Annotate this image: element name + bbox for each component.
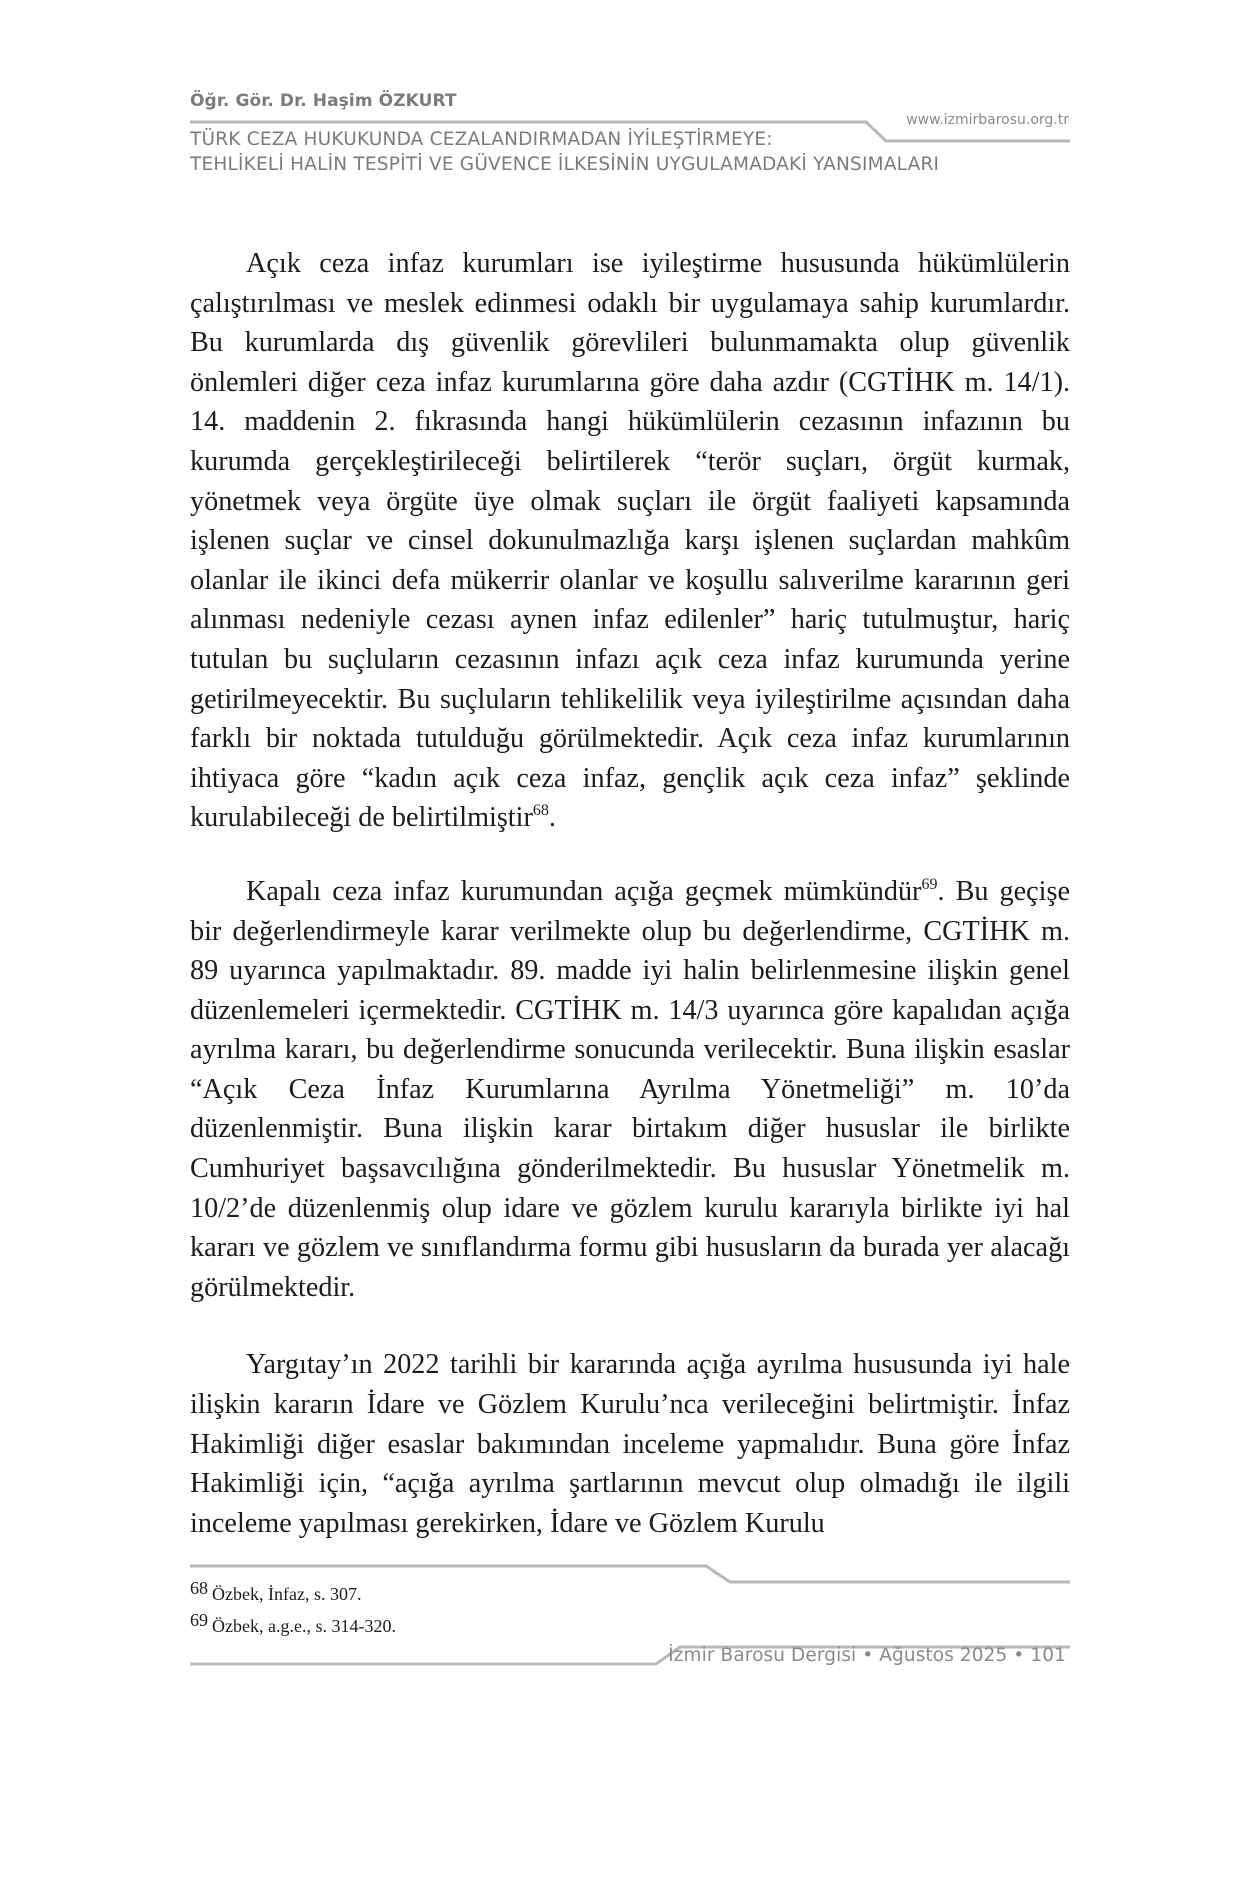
header-title-line-2: TEHLİKELİ HALİN TESPİTİ VE GÜVENCE İLKESİNİN UYGULAMADAKİ YANSIMALARI	[190, 154, 940, 175]
footnote-68	[190, 1573, 1070, 1605]
header-title-line-1: TÜRK CEZA HUKUKUNDA CEZALANDIRMADAN İYİLEŞTİRMEYE:	[190, 129, 773, 150]
paragraph-text: Açık ceza infaz kurumları ise iyileştirme hususunda hükümlülerin çalıştırılması ve meslek edinmesi odaklı bir uygulamaya sahip kurumlardır. Bu kurumlarda dış güvenlik görevlileri bulunmamakta olup güvenlik önlemleri diğer ceza infaz kurumlarına göre daha azdır (CGTİHK m. 14/1). 14. maddenin 2. fıkrasında hangi hükümlülerin cezasının infazının bu kurumda gerçekleştirileceği belirtilerek “terör suçları, örgüt kurmak, yönetmek veya örgüte üye olmak suçları ile örgüt faaliyeti kapsamında işlenen suçlar ve cinsel dokunulmazlığa karşı işlenen suçlardan mahkûm olanlar ile ikinci defa mükerrir olanlar ve koşullu salıverilme kararının geri alınması nedeniyle cezası aynen infaz edilenler” hariç tutulmuştur, hariç tutulan bu suçluların cezasının infazı açık ceza infaz kurumunda yerine getirilmeyecektir. Bu suçluların tehlikelilik veya iyileştirilme açısından daha farklı bir noktada tutulduğu görülmektedir. Açık ceza infaz kurumlarının ihtiyaca göre “kadın açık ceza infaz, gençlik açık ceza infaz” şeklinde kurulabileceği de belirtilmiştir	[190, 248, 1070, 834]
paragraph-text: Kapalı ceza infaz kurumundan açığa geçmek mümkündür	[246, 875, 922, 907]
footnote-69	[190, 1605, 1070, 1637]
paragraph-3	[190, 1345, 1070, 1543]
footnote-ref-69[interactable]: 69	[921, 875, 938, 893]
footnote-ref-68[interactable]: 68	[532, 802, 549, 820]
paragraph-2	[190, 872, 1070, 1308]
footnote-text: Özbek, a.g.e., s. 314-320.	[212, 1616, 396, 1636]
paragraph-text: Yargıtay’ın 2022 tarihli bir kararında açığa ayrılma hususunda iyi hale ilişkin kararın İdare ve Gözlem Kurulu’nca verileceğini belirtmiştir. İnfaz Hakimliği diğer esaslar bakımından inceleme yapmalıdır. Buna göre İnfaz Hakimliği için, “açığa ayrılma şartlarının mevcut olup olmadığı ile ilgili inceleme yapılması gerekirken, İdare ve Gözlem Kurulu	[190, 1349, 1070, 1539]
header-author: Öğr. Gör. Dr. Haşim ÖZKURT	[190, 91, 457, 111]
paragraph-tail: . Bu geçişe bir değerlendirmeyle karar verilmekte olup bu değerlendirme, CGTİHK m. 89 uyarınca yapılmaktadır. 89. madde iyi halin belirlenmesine ilişkin genel düzenlemeleri içermektedir. CGTİHK m. 14/3 uyarınca göre kapalıdan açığa ayrılma kararı, bu değerlendirme sonucunda verilecektir. Buna ilişkin esaslar “Açık Ceza İnfaz Kurumlarına Ayrılma Yönetmeliği” m. 10’da düzenlenmiştir. Buna ilişkin karar birtakım diğer hususlar ile birlikte Cumhuriyet başsavcılığına gönderilmektedir. Bu hususlar Yönetmelik m. 10/2’de düzenlenmiş olup idare ve gözlem kurulu kararıyla birlikte iyi hal kararı ve gözlem ve sınıflandırma formu gibi hususların da burada yer alacağı görülmektedir.	[190, 875, 1070, 1303]
header-website-link[interactable]: www.izmirbarosu.org.tr	[906, 112, 1069, 128]
paragraph-1	[190, 244, 1070, 838]
footnote-text: Özbek, İnfaz, s. 307.	[212, 1584, 362, 1604]
footnote-number: 69	[190, 1610, 208, 1630]
paragraph-tail: .	[548, 802, 556, 834]
article-body	[190, 244, 1070, 1577]
header-article-title	[190, 127, 939, 177]
page-footer: İzmir Barosu Dergisi • Ağustos 2025 • 101	[668, 1645, 1066, 1666]
footnote-number: 68	[190, 1578, 208, 1598]
footnotes	[190, 1573, 1070, 1637]
